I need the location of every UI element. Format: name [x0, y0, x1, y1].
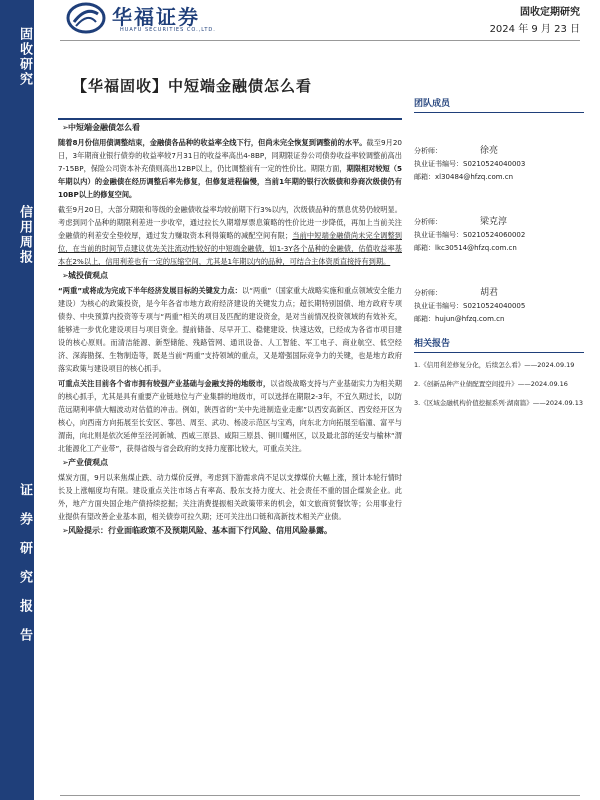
page-header — [60, 0, 580, 38]
para-lead: “两重”或将成为完成下半年经济发展目标的关键发力点： — [58, 286, 242, 295]
related-report-link[interactable]: 1.《信用利差修复分化，后续怎么看》——2024.09.19 — [414, 361, 575, 369]
sidebar-report-kind: 信用周报 — [17, 205, 32, 265]
analyst-name: 梁克淳 — [480, 217, 508, 227]
para-text: 以“两重”（国家重大战略实施和重点领域安全能力建设）为核心的政策投资，是今年各省市地方政府经济建设的关键发力点；超长期特别国债、地方政府专项债券、中央预算内投资等专项与“两重”相关的项目及匹配的建设资金，是对当前情况投资领域的有效补充，能够进一步优化建设项目与项目资金。提前储备、尽早开工、稳健建设、快速达效，已经成为各省市项目建设的核心原则。而清洁能源、新型储能、残路管网、通讯设备、人工智能、军工电子、商业航空、低空经济、深海勘探、生物制造等，既是当前“两重”支持领域的重点，又是增强国际竞争力的关键，也是地方政府落实政策与建设项目的核心抓手。 — [58, 286, 403, 373]
analyst-role: 分析师： — [414, 147, 442, 155]
cert-number: S0210524040005 — [463, 302, 526, 310]
section-title — [62, 270, 402, 282]
paragraph — [58, 377, 402, 455]
analyst-email — [414, 242, 584, 255]
related-reports — [414, 336, 584, 414]
para-text: 截至9月20日，大部分期限和等级的金融债收益率均较前期下行3%以内，次级债品种的票息优势仍较明显。考虑到同个品种的期限利差进一步收窄，通过拉长久期增厚票息策略的性价比进一步降低，再加上当前关注金融债的利差安全垫较厚，通过发力赚取资本利得策略的减配空间有限； — [58, 205, 402, 240]
analyst-email — [414, 313, 584, 326]
analyst-role: 分析师： — [414, 218, 442, 226]
paragraph — [58, 284, 402, 375]
paragraph — [58, 136, 402, 201]
report-type: 固收定期研究 — [520, 7, 580, 18]
risk-warning-text: 风险提示：行业面临政策不及预期风险、基本面下行风险、信用风险暴露。 — [68, 526, 332, 535]
section-title — [62, 457, 402, 469]
section-title-text: 城投债观点 — [68, 271, 108, 280]
analyst-cert — [414, 158, 584, 171]
cert-label: 执业证书编号： — [414, 231, 463, 239]
section-title — [62, 122, 402, 134]
paragraph — [58, 471, 402, 523]
para-lead: 随着8月份信用债调整结束，金融债各品种的收益率全线下行，但尚未完全恢复到调整前的水平。 — [58, 138, 367, 147]
analyst-role: 分析师： — [414, 289, 442, 297]
header-divider — [60, 40, 580, 41]
para-text: 煤炭方面，9月以来焦煤止跌、动力煤价反弹，考虑到下游需求尚不足以支撑煤价大幅上涨，预计本轮行情时长及上涨幅度均有限。建设重点关注市场占有率高、股东支持力度大、社会责任不重的国企煤炭企业。此外，地产方面央国企地产债持续挖掘；关注消费提振相关政策带来的机会，如文旅商贸餐饮等；公用事业行业提供有望改善企业基本面，相关债券可拉久期；还可关注出口链和高新技术相关产业债。 — [58, 473, 402, 521]
cert-label: 执业证书编号： — [414, 160, 463, 168]
brand-name: 华福证券 — [112, 5, 200, 29]
cert-number: S0210524040003 — [463, 160, 526, 168]
team-title: 团队成员 — [414, 96, 584, 113]
footer-divider — [60, 795, 580, 796]
analyst-email — [414, 171, 584, 184]
diamond-bullet-icon: ➢ — [62, 526, 69, 535]
related-report-link[interactable]: 2.《创新品种产业债配置空间提升》——2024.09.16 — [414, 380, 568, 388]
main-top-rule — [58, 118, 402, 120]
analyst-card — [414, 145, 584, 184]
analyst-name: 徐亮 — [480, 146, 499, 156]
paragraph — [58, 203, 402, 268]
email-link[interactable]: hujun@hfzq.com.cn — [435, 315, 505, 323]
diamond-bullet-icon: ➢ — [62, 458, 69, 467]
risk-warning — [62, 525, 402, 537]
analyst-cert — [414, 300, 584, 313]
cert-label: 执业证书编号： — [414, 302, 463, 310]
sidebar-doc-type: 证券研究报告 — [17, 483, 32, 657]
analyst-card — [414, 287, 584, 326]
main-content — [58, 122, 402, 539]
huafu-logo-icon — [66, 2, 106, 34]
diamond-bullet-icon: ➢ — [62, 271, 69, 280]
analyst-name: 胡君 — [480, 288, 499, 298]
para-emphasis: 期限相对较短（5年期以内）的金融债在经历调整后率先修复，但修复进程偏慢，当前1年期的银行次级债和券商次级债仍有10BP以上的修复空间。 — [58, 164, 402, 199]
report-date: 2024 年 9 月 23 日 — [489, 24, 580, 35]
email-link[interactable]: lkc30514@hfzq.com.cn — [435, 244, 517, 252]
email-label: 邮箱： — [414, 173, 435, 181]
email-label: 邮箱： — [414, 244, 435, 252]
section-title-text: 中短端金融债怎么看 — [68, 123, 140, 132]
para-text: 以省级战略支持与产业基础实力为相关期的核心抓手，尤其是具有重要产业链地位与产业集群的地级市，可以选择在期限2-3年，不宜久期过长，以防范远期利率债大幅波动对估值的冲击。例如，陕西省的“关中先进制造业走廊”以西安高新区、西安经开区为核心，向西南方向拓展至长安区、鄠邑、周至、武功、杨凌示范区与宝鸡，向东北方向拓展至临潼、富平与渭南，向北则是依次延伸至泾河新城、西咸三原县、咸阳三原县、铜川耀州区，以及最北部的延安与榆林“渭北能源化工产业带”，获得省级与省会政府的支持力度都比较大，可重点关注。 — [58, 379, 402, 453]
para-lead: 可重点关注目前各个省市拥有较强产业基础与金融支持的地级市， — [58, 379, 271, 388]
section-title-text: 产业债观点 — [68, 458, 108, 467]
analyst-card — [414, 216, 584, 255]
cert-number: S0210524060002 — [463, 231, 526, 239]
page-title: 【华福固收】中短端金融债怎么看 — [72, 77, 313, 95]
related-report-link[interactable]: 3.《区域金融机构价值挖掘系列·湖南篇》——2024.09.13 — [414, 399, 583, 407]
analyst-cert — [414, 229, 584, 242]
related-title: 相关报告 — [414, 336, 584, 353]
email-label: 邮箱： — [414, 315, 435, 323]
sidebar-category: 固收研究 — [17, 27, 32, 87]
diamond-bullet-icon: ➢ — [62, 123, 69, 132]
brand-name-en: HUAFU SECURITIES CO.,LTD. — [120, 27, 216, 33]
email-link[interactable]: xl30484@hfzq.com.cn — [435, 173, 514, 181]
para-text: 截至9月20日，3年期商业银行债券的收益率较7月31日的收益率高出4-8BP，同期限证券公司债券收益率较调整前高出7-15BP，保险公司资本补充债则高出12BP以上，仍比调整前有一定的性价比。期限方面， — [58, 138, 402, 173]
sidebar — [0, 0, 34, 800]
team-panel — [414, 96, 584, 326]
para-underline: 当前中短端金融债尚未完全调整到位，在当前的时间节点建议优先关注流动性较好的中短端金融债，如1-3Y各个品种的金融债，估值收益率基本在2%以上，信用利差也有一定的压缩空间，尤其是1年期以内的品种，可结合主体资质直接持有到期。 — [58, 231, 402, 266]
